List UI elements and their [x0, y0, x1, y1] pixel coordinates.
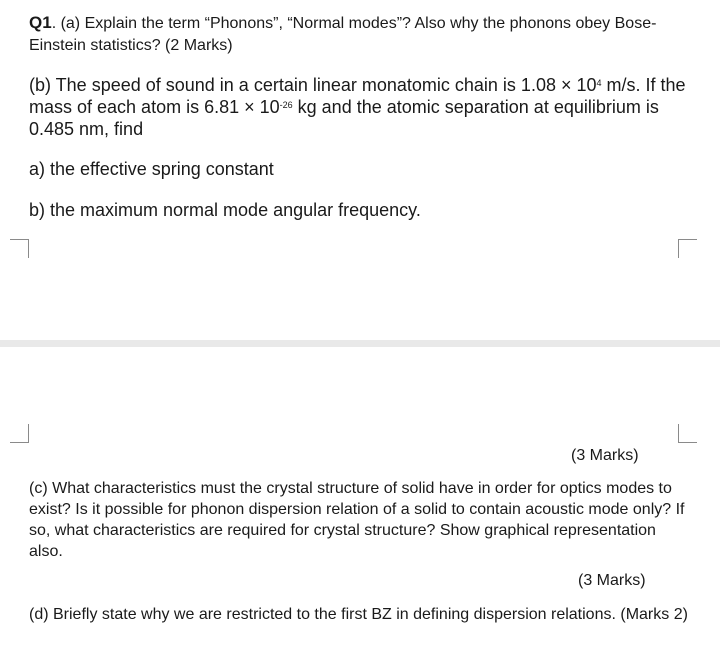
sub-question-a: a) the effective spring constant: [29, 159, 274, 179]
sub-question-b: b) the maximum normal mode angular frequency.: [29, 200, 421, 220]
page-separator: [0, 340, 720, 347]
question-1b-text-2: m/s. If the mass of each atom is 6.81 × 10: [29, 75, 686, 117]
crop-mark-bottom-left: [10, 424, 29, 443]
question-1a: [29, 12, 699, 57]
question-number: Q1: [29, 13, 52, 32]
question-1b: [29, 74, 699, 140]
question-1d: (d) Briefly state why we are restricted to the first BZ in defining dispersion relations. (Marks 2): [29, 606, 688, 623]
crop-mark-bottom-right: [678, 424, 697, 443]
exponent-mass: -26: [279, 100, 293, 110]
question-1b-text-3: kg and the atomic separation at equilibrium is 0.485 nm, find: [29, 97, 659, 139]
crop-mark-top-left: [10, 239, 29, 258]
question-1a-text: . (a) Explain the term “Phonons”, “Normal modes”? Also why the phonons obey Bose-Einstein statistics? (2 Marks): [29, 15, 657, 54]
exponent-speed: 4: [596, 78, 602, 88]
marks-label-1: (3 Marks): [571, 447, 639, 464]
crop-mark-top-right: [678, 239, 697, 258]
question-1b-text-1: (b) The speed of sound in a certain linear monatomic chain is 1.08 × 10: [29, 75, 597, 95]
marks-label-2: (3 Marks): [578, 572, 646, 589]
question-1c: (c) What characteristics must the crystal structure of solid have in order for optics modes to exist? Is it possible for phonon dispersion relation of a solid to contain acoustic mode only? If so, what characteristics are required for crystal structure? Show graphical representation also.: [29, 480, 685, 560]
